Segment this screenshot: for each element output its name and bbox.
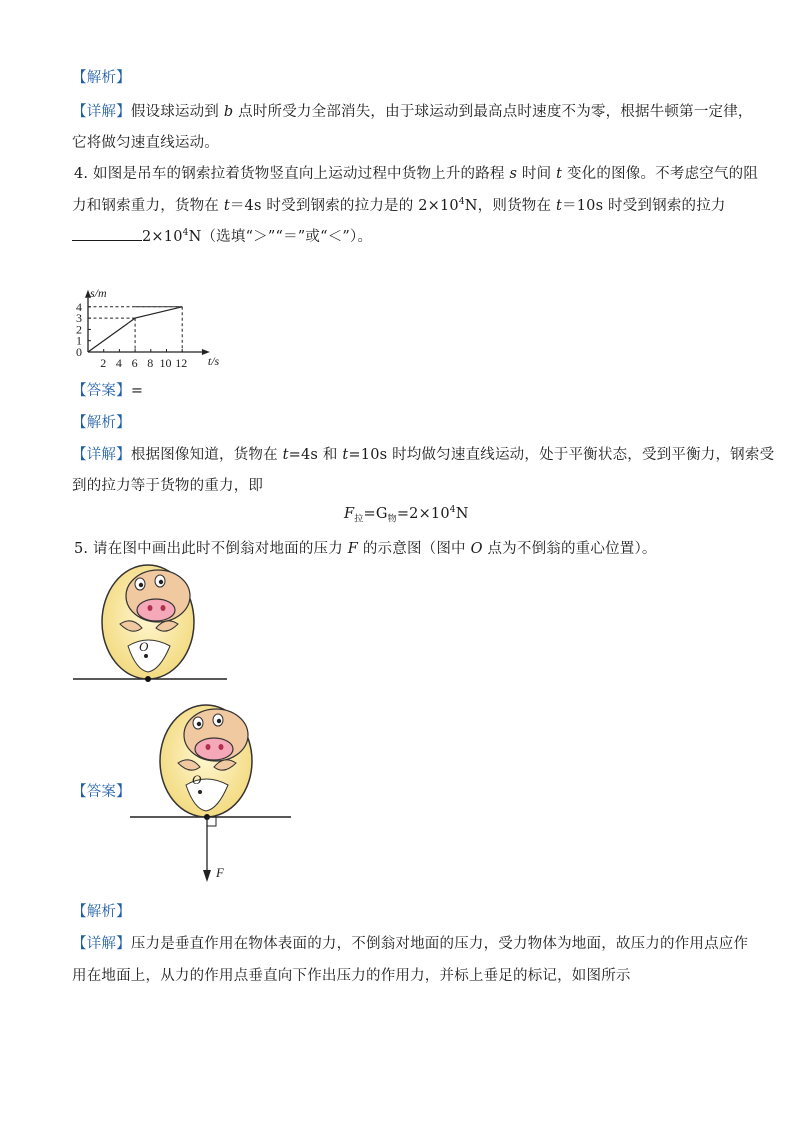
y-tick-label-2: 2: [76, 322, 82, 337]
answer-figure: [128, 698, 294, 888]
detail-tag: 【详解】: [72, 104, 131, 120]
analysis-tag-3: 【解析】: [72, 904, 131, 920]
tumbler-snout: [137, 599, 175, 621]
x-tick-label-4: 4: [115, 356, 122, 370]
center-label-O: O: [139, 639, 149, 654]
answer-5-tag: 【答案】: [72, 784, 131, 800]
x-tick-label-10: 10: [159, 356, 172, 370]
answer-4: [72, 379, 143, 400]
s-t-graph: [70, 246, 230, 374]
y-tick-label-1: 1: [76, 333, 82, 348]
question-4-line1: 4. 如图是吊车的钢索拉着货物竖直向上运动过程中货物上升的路程 s 时间 t 变化的图像。不考虑空气的阻: [74, 166, 759, 182]
x-axis-label: t/s: [207, 354, 220, 368]
x-tick-label-2: 2: [100, 356, 107, 370]
x-tick-label-12: 12: [175, 356, 188, 370]
detail-paragraph-q3-line2: 它将做匀速直线运动。: [72, 135, 219, 151]
detail-paragraph-q5-line2: 用在地面上，从力的作用点垂直向下作出压力的作用力，并标上垂足的标记，如图所示: [72, 968, 631, 984]
x-tick-label-6: 6: [131, 356, 138, 370]
analysis-tag-1: 【解析】: [72, 70, 131, 86]
question-4-line3: $2\times 10^4N$（选填“＞”“＝”或“＜”）。: [72, 225, 372, 246]
y-axis-label: s/m: [90, 285, 107, 300]
analysis-tag-2: 【解析】: [72, 415, 131, 431]
force-arrowhead: [203, 870, 211, 882]
y-tick-label-4: 4: [76, 299, 82, 314]
detail-paragraph-q5-line1: 【详解】压力是垂直作用在物体表面的力，不倒翁对地面的压力，受力物体为地面，故压力的作用点应作: [72, 936, 749, 952]
answer-value: =: [130, 383, 144, 399]
detail-paragraph-q4-line1: 【详解】根据图像知道，货物在 t=4s 和 t=10s 时均做匀速直线运动，处于平衡状态，受到平衡力，钢索受: [72, 447, 775, 463]
question-5: 5. 请在图中画出此时不倒翁对地面的压力 F 的示意图（图中 O 点为不倒翁的重心位置）。: [74, 541, 657, 557]
answer-blank[interactable]: [72, 228, 142, 241]
center-label-O: O: [192, 772, 202, 787]
tumbler-figure: [70, 558, 230, 686]
formula: $F_拉=G_物=2\times 10^4N$: [344, 505, 469, 525]
answer-tag: 【答案】: [72, 383, 131, 399]
y-tick-label-3: 3: [76, 311, 82, 326]
contact-point: [145, 676, 151, 682]
x-tick-label-8: 8: [147, 356, 154, 370]
question-4-line2: 力和钢索重力，货物在 t＝4s 时受到钢索的拉力是的 $2\times 10^4N$，则货物在 t＝10s 时受到钢索的拉力: [72, 197, 726, 214]
y-tick-label-0: 0: [76, 345, 82, 359]
force-label-F: F: [216, 865, 224, 880]
detail-paragraph-q3-line1: 【详解】假设球运动到 b 点时所受力全部消失，由于球运动到最高点时速度不为零，根据牛顿第一定律，: [72, 104, 753, 120]
detail-paragraph-q4-line2: 到的拉力等于货物的重力，即: [72, 478, 264, 494]
